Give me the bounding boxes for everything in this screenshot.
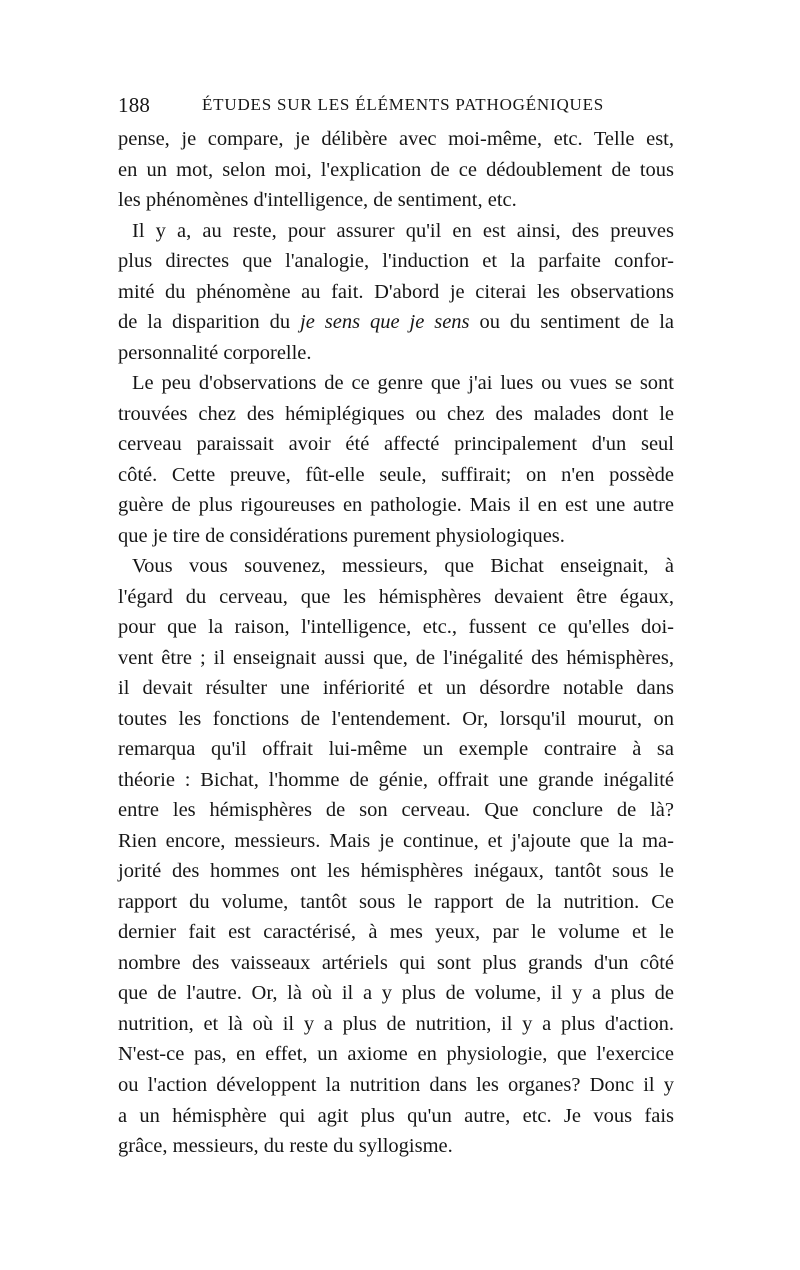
text-line: nutrition, et là où il y a plus de nutrition, il y a plus d'action. [118,1012,674,1035]
text-line: remarqua qu'il offrait lui-même un exemple contraire à sa [118,738,674,761]
text-line: rapport du volume, tantôt sous le rapport de la nutrition. Ce [118,890,674,913]
text-line: que je tire de considérations purement physiologiques. [118,524,565,547]
text-line: dernier fait est caractérisé, à mes yeux, par le volume et le [118,921,674,944]
text-line: vent être ; il enseignait aussi que, de l'inégalité des hémisphères, [118,646,674,669]
text-line: mité du phénomène au fait. D'abord je citerai les observations [118,280,674,303]
text-line: guère de plus rigoureuses en pathologie. Mais il en est une autre [118,494,674,517]
text-line: pense, je compare, je délibère avec moi-même, etc. Telle est, [118,128,674,150]
italic-phrase: je sens que je sens [300,311,470,334]
text-line: côté. Cette preuve, fût-elle seule, suffirait; on n'en possède [118,463,674,486]
text-line: jorité des hommes ont les hémisphères inégaux, tantôt sous le [118,860,674,883]
text-line: personnalité corporelle. [118,341,312,364]
text-line-with-italic [118,307,674,338]
text-line: Rien encore, messieurs. Mais je continue, et j'ajoute que la ma- [118,829,674,852]
text-segment: ou du sentiment de la [479,311,675,334]
text-line: N'est-ce pas, en effet, un axiome en physiologie, que l'exercice [118,1043,674,1066]
text-line: théorie : Bichat, l'homme de génie, offrait une grande inégalité [118,768,674,791]
page-number: 188 [118,93,151,117]
body-text [118,124,674,1162]
paragraph-start-line: Il y a, au reste, pour assurer qu'il en est ainsi, des preuves [132,219,674,242]
text-line: plus directes que l'analogie, l'induction et la parfaite confor- [118,250,674,273]
text-segment: de la disparition du [118,311,291,334]
paragraph-start-line: Vous vous souvenez, messieurs, que Bichat enseignait, à [132,555,674,578]
text-line: pour que la raison, l'intelligence, etc., fussent ce qu'elles doi- [118,616,674,639]
text-line: ou l'action développent la nutrition dans les organes? Donc il y [118,1073,674,1096]
text-line: que de l'autre. Or, là où il a y plus de volume, il y a plus de [118,982,674,1005]
text-line: il devait résulter une infériorité et un désordre notable dans [118,677,674,700]
text-line: toutes les fonctions de l'entendement. Or, lorsqu'il mourut, on [118,707,674,730]
running-title: ÉTUDES SUR LES ÉLÉMENTS PATHOGÉNIQUES [202,95,605,114]
running-head [118,90,674,120]
text-line: trouvées chez des hémiplégiques ou chez des malades dont le [118,402,674,425]
text-line: grâce, messieurs, du reste du syllogisme. [118,1135,453,1158]
text-line: les phénomènes d'intelligence, de sentiment, etc. [118,189,517,212]
text-line: en un mot, selon moi, l'explication de ce dédoublement de tous [118,158,674,181]
text-line: a un hémisphère qui agit plus qu'un autre, etc. Je vous fais [118,1104,674,1127]
text-line: l'égard du cerveau, que les hémisphères devaient être égaux, [118,585,674,608]
paragraph-start-line: Le peu d'observations de ce genre que j'ai lues ou vues se sont [132,372,674,395]
text-line: entre les hémisphères de son cerveau. Que conclure de là? [118,799,674,822]
text-line: nombre des vaisseaux artériels qui sont plus grands d'un côté [118,951,674,974]
text-line: cerveau paraissait avoir été affecté principalement d'un seul [118,433,674,456]
